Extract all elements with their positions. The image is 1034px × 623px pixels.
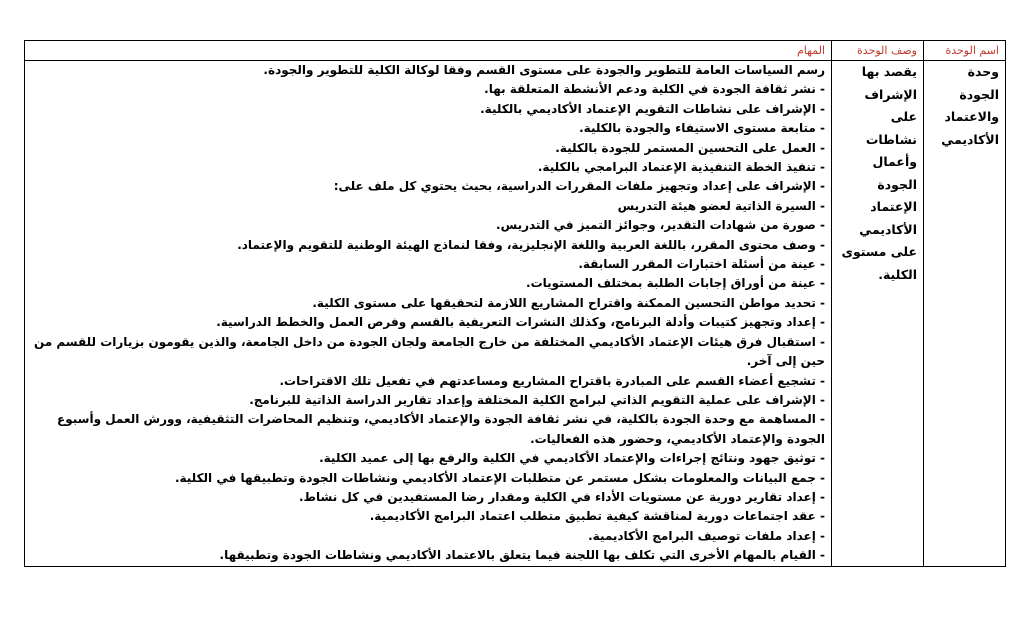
table-row [25, 61, 1006, 567]
task-item: - جمع البيانات والمعلومات بشكل مستمر عن متطلبات الإعتماد الأكاديمي ونشاطات الجودة وتطبيقها في الكلية. [174, 470, 825, 485]
task-item: - تحديد مواطن التحسين الممكنة واقتراح المشاريع اللازمة لتحقيقها على مستوى الكلية. [312, 295, 825, 310]
units-table [24, 40, 1006, 567]
task-item: - عينة من أوراق إجابات الطلبة بمختلف المستويات. [526, 276, 825, 291]
task-item: - القيام بالمهام الأخرى التي تكلف بها اللجنة فيما يتعلق بالاعتماد الأكاديمي ونشاطات الجودة وتطبيقها. [219, 548, 825, 563]
header-row [25, 41, 1006, 61]
task-item: - صورة من شهادات التقدير، وجوائز التميز في التدريس. [496, 218, 825, 233]
task-item: - الإشراف على عملية التقويم الذاتي لبرامج الكلية المختلفة وإعداد تقارير الدراسة الذاتية للبرنامج. [249, 392, 825, 407]
header-tasks: المهام [25, 41, 832, 61]
task-item: - نشر ثقافة الجودة في الكلية ودعم الأنشطة المتعلقة بها. [484, 82, 825, 97]
task-item: - إعداد تقارير دورية عن مستويات الأداء في الكلية ومقدار رضا المستفيدين في كل نشاط. [298, 489, 825, 504]
tasks-cell [25, 61, 832, 567]
task-item: - عقد اجتماعات دورية لمناقشة كيفية تطبيق متطلب اعتماد البرامج الأكاديمية. [369, 509, 825, 524]
header-unit-name: اسم الوحدة [924, 41, 1006, 61]
task-item: - العمل على التحسين المستمر للجودة بالكلية. [555, 140, 825, 155]
task-item: رسم السياسات العامة للتطوير والجودة على مستوى القسم وفقا لوكالة الكلية للتطوير والجودة. [263, 63, 825, 77]
task-item: - إعداد ملفات توصيف البرامج الأكاديمية. [588, 528, 825, 543]
task-item: - متابعة مستوى الاستيفاء والجودة بالكلية. [579, 121, 825, 136]
task-item: - توثيق جهود ونتائج إجراءات والإعتماد الأكاديمي في الكلية والرفع بها إلى عميد الكلية. [319, 451, 825, 466]
task-item: - تنفيذ الخطة التنفيذية الإعتماد البرامجي بالكلية. [537, 160, 825, 175]
task-item: - تشجيع أعضاء القسم على المبادرة باقتراح المشاريع ومساعدتهم في تفعيل تلك الاقتراحات. [279, 373, 825, 388]
task-item: - السيرة الذاتية لعضو هيئة التدريس [617, 198, 825, 213]
header-unit-description: وصف الوحدة [832, 41, 924, 61]
task-item: - المساهمة مع وحدة الجودة بالكلية، في نشر ثقافة الجودة والإعتماد الأكاديمي، وتنظيم المحاضرات التثقيفية، وورش العمل وأسبوع الجودة والإعتماد الأكاديمي، وحضور هذه الفعاليات. [57, 412, 825, 446]
task-item: - عينة من أسئلة اختبارات المقرر السابقة. [578, 257, 825, 272]
task-item: - الإشراف على إعداد وتجهيز ملفات المقررات الدراسية، بحيث يحتوي كل ملف على: [333, 179, 825, 194]
task-item: - الإشراف على نشاطات التقويم الإعتماد الأكاديمي بالكلية. [480, 101, 825, 116]
unit-description-cell: يقصد بها الإشراف على نشاطات وأعمال الجودة الإعتماد الأكاديمي على مستوى الكلية. [832, 61, 924, 567]
task-item: - إعداد وتجهيز كتيبات وأدلة البرنامج، وكذلك النشرات التعريفية بالقسم وفرص العمل والخطط الدراسية. [216, 315, 825, 330]
unit-name-cell: وحدة الجودة والاعتماد الأكاديمي [924, 61, 1006, 567]
task-item: - وصف محتوى المقرر، باللغة العربية واللغة الإنجليزية، وفقا لنماذج الهيئة الوطنية للتقويم والإعتماد. [237, 237, 825, 252]
task-item: - استقبال فرق هيئات الإعتماد الأكاديمي المختلفة من خارج الجامعة ولجان الجودة من داخل الجامعة، والذين يقومون بزيارات للقسم من حين إلى آخر. [33, 334, 825, 369]
